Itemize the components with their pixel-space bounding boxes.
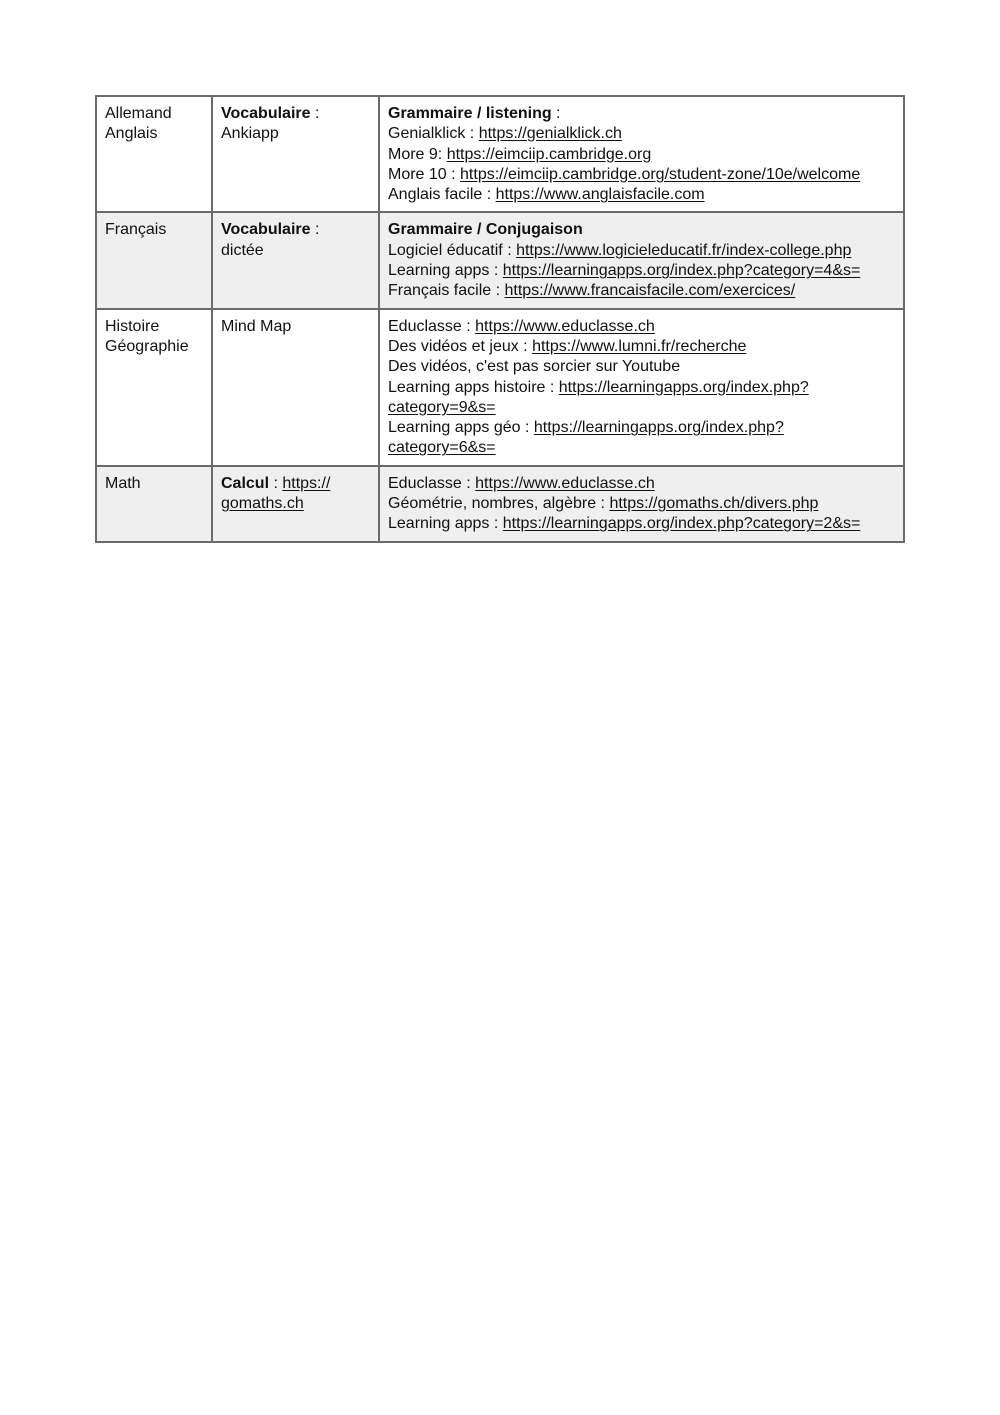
resource-item xyxy=(388,124,896,144)
method-separator: : xyxy=(269,474,283,492)
subject-name: Français xyxy=(105,221,167,239)
method-separator: : xyxy=(310,105,320,122)
resource-item xyxy=(388,281,896,301)
resource-label: Learning apps histoire : xyxy=(388,378,559,396)
method-cell xyxy=(212,466,379,542)
resource-link[interactable]: https://www.lumni.fr/recherche xyxy=(532,337,747,355)
resource-label: Logiciel éducatif : xyxy=(388,241,517,259)
method-link-continuation[interactable]: gomaths.ch xyxy=(221,495,304,513)
resource-label: Learning apps géo : xyxy=(388,419,534,437)
resource-item xyxy=(388,514,896,534)
resource-item xyxy=(388,418,896,438)
resource-item xyxy=(388,317,896,337)
resource-label: Des vidéos et jeux : xyxy=(388,337,533,355)
resources-cell xyxy=(379,96,904,212)
resource-link[interactable]: https://learningapps.org/index.php?category=4&s= xyxy=(502,262,861,280)
resource-item xyxy=(388,337,896,357)
method-tool: Mind Map xyxy=(221,317,292,335)
resource-link[interactable]: https://www.educlasse.ch xyxy=(475,474,655,492)
resource-link-continuation[interactable]: category=6&s= xyxy=(388,439,496,457)
table-row xyxy=(96,96,904,212)
table-row xyxy=(96,466,904,542)
resource-item xyxy=(388,494,896,514)
method-heading: Calcul xyxy=(221,474,270,492)
resource-item xyxy=(388,378,896,398)
subject-cell xyxy=(96,309,212,466)
resource-item xyxy=(388,474,896,494)
subject-name: Allemand xyxy=(105,105,172,122)
resources-heading: Grammaire / listening xyxy=(388,105,552,122)
resource-label: More 9: xyxy=(388,145,447,163)
resource-link[interactable]: https://www.anglaisfacile.com xyxy=(495,186,705,204)
resources-cell xyxy=(379,212,904,308)
method-heading: Vocabulaire xyxy=(221,221,311,239)
resource-link[interactable]: https://learningapps.org/index.php? xyxy=(533,419,784,437)
method-cell xyxy=(212,212,379,308)
method-cell xyxy=(212,309,379,466)
method-cell xyxy=(212,96,379,212)
resource-label: Français facile : xyxy=(388,282,505,300)
resource-link[interactable]: https://www.logicieleducatif.fr/index-college.php xyxy=(516,241,852,259)
resource-label: Genialklick : xyxy=(388,125,479,143)
subject-name: Histoire xyxy=(105,317,160,335)
resources-cell xyxy=(379,466,904,542)
resources-heading-separator: : xyxy=(551,105,561,122)
resource-link[interactable]: https://learningapps.org/index.php?category=2&s= xyxy=(502,515,861,533)
subject-cell xyxy=(96,96,212,212)
resource-label: Learning apps : xyxy=(388,262,503,280)
resource-item xyxy=(388,261,896,281)
subject-cell xyxy=(96,212,212,308)
table-row xyxy=(96,309,904,466)
resource-item xyxy=(388,165,896,185)
resource-item xyxy=(388,241,896,261)
subject-name: Géographie xyxy=(105,337,189,355)
resources-heading: Grammaire / Conjugaison xyxy=(388,221,583,239)
method-separator: : xyxy=(310,221,320,239)
subject-cell xyxy=(96,466,212,542)
resources-table xyxy=(95,95,905,543)
resource-item xyxy=(388,185,896,205)
resource-item xyxy=(388,357,896,377)
resource-link[interactable]: https://genialklick.ch xyxy=(478,125,622,143)
resource-link[interactable]: https://www.francaisfacile.com/exercices/ xyxy=(504,282,796,300)
method-tool: Ankiapp xyxy=(221,125,279,143)
resource-label: Des vidéos, c'est pas sorcier sur Youtube xyxy=(388,358,681,376)
resource-link[interactable]: https://eimciip.cambridge.org xyxy=(446,145,652,163)
resource-link[interactable]: https://learningapps.org/index.php? xyxy=(558,378,809,396)
subject-name: Math xyxy=(105,474,141,492)
subject-name: Anglais xyxy=(105,125,158,143)
resources-cell xyxy=(379,309,904,466)
resource-label: Educlasse : xyxy=(388,474,476,492)
method-link[interactable]: https:// xyxy=(282,474,331,492)
resource-link[interactable]: https://www.educlasse.ch xyxy=(475,317,655,335)
resource-link[interactable]: https://gomaths.ch/divers.php xyxy=(609,495,819,513)
resource-label: Learning apps : xyxy=(388,515,503,533)
resource-link[interactable]: https://eimciip.cambridge.org/student-zone/10e/welcome xyxy=(460,165,861,183)
resource-label: Géométrie, nombres, algèbre : xyxy=(388,495,610,513)
method-heading: Vocabulaire xyxy=(221,105,311,122)
table-row xyxy=(96,212,904,308)
resource-link-continuation[interactable]: category=9&s= xyxy=(388,398,496,416)
resource-item xyxy=(388,145,896,165)
resource-label: Educlasse : xyxy=(388,317,476,335)
method-tool: dictée xyxy=(221,241,264,259)
resource-label: More 10 : xyxy=(388,165,461,183)
resource-label: Anglais facile : xyxy=(388,186,496,204)
